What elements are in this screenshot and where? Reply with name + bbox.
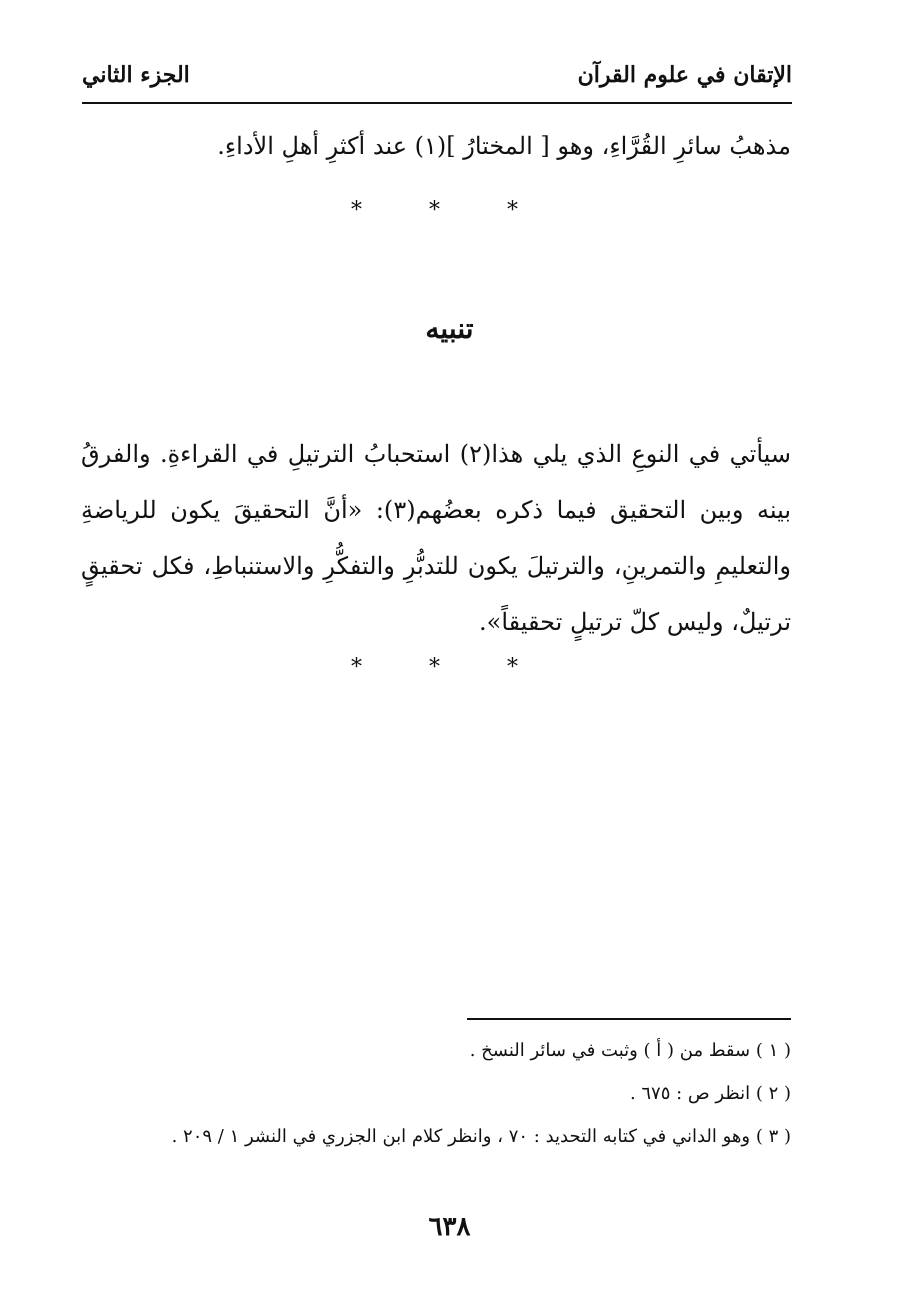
main-paragraph: سيأتي في النوعِ الذي يلي هذا(٢) استحبابُ الترتيلِ في القراءةِ. والفرقُ بينه وبين التحقيق فيما ذكره بعضُهم(٣): «أنَّ التحقيقَ يكون للرياضةِ والتعليمِ والتمرينِ، والترتيلَ يكون للتدبُّرِ والتفكُّرِ والاستنباطِ، فكل تحقيقٍ ترتيلٌ، وليس كلّ ترتيلٍ تحقيقاً». (81, 440, 792, 636)
volume-label: الجزء الثاني (82, 62, 190, 88)
running-header (82, 56, 792, 104)
separator-top: * * * (351, 198, 548, 223)
separator-bottom: * * * (351, 655, 548, 680)
opening-line: مذهبُ سائرِ القُرَّاءِ، وهو [ المختارُ ](١) عند أكثرِ أهلِ الأداءِ. (217, 132, 791, 160)
page-number: ٦٣٨ (428, 1212, 471, 1242)
book-title: الإتقان في علوم القرآن (577, 62, 792, 88)
footnote-1: ( ١ ) سقط من ( أ ) وثبت في سائر النسخ . (469, 1040, 791, 1061)
section-heading: تنبيه (425, 312, 474, 345)
footnote-2: ( ٢ ) انظر ص : ٦٧٥ . (629, 1083, 791, 1104)
footnote-rule (467, 1018, 791, 1020)
footnote-3: ( ٣ ) وهو الداني في كتابه التحديد : ٧٠ ، وانظر كلام ابن الجزري في النشر ١ / ٢٠٩ . (171, 1126, 791, 1147)
